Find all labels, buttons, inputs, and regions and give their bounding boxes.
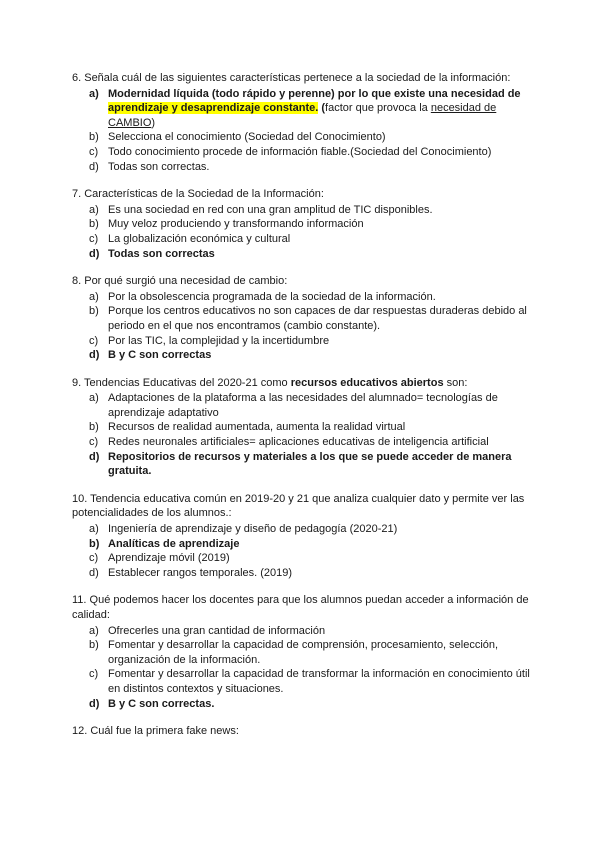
option-text: Fomentar y desarrollar la capacidad de comprensión, procesamiento, selección, organización de la información.	[108, 639, 499, 666]
option-letter: d)	[89, 349, 100, 362]
question-10-option-c	[72, 551, 530, 566]
question-9-option-c	[72, 435, 530, 450]
option-letter: b)	[89, 537, 100, 550]
question-9-option-a	[72, 391, 530, 420]
option-a-note: factor que provoca la	[325, 102, 431, 115]
question-9-title-start: 9. Tendencias Educativas del 2020-21 como	[72, 376, 291, 389]
option-letter: b)	[89, 131, 99, 144]
option-letter: c)	[89, 334, 99, 347]
question-7-title: 7. Características de la Sociedad de la Información:	[72, 188, 324, 201]
option-text: Selecciona el conocimiento (Sociedad del Conocimiento)	[108, 131, 386, 144]
option-text: Redes neuronales artificiales= aplicaciones educativas de inteligencia artificial	[108, 436, 489, 449]
option-letter: b)	[89, 421, 99, 434]
option-letter: c)	[89, 145, 99, 158]
option-text: Ingeniería de aprendizaje y diseño de pedagogía (2020-21)	[108, 523, 398, 536]
option-letter: d)	[89, 160, 99, 173]
question-9-title-bold: recursos educativos abiertos	[290, 376, 444, 389]
question-8-option-b	[72, 304, 530, 333]
option-text: Establecer rangos temporales. (2019)	[108, 566, 293, 579]
question-6-options	[72, 87, 530, 175]
question-12-title: 12. Cuál fue la primera fake news:	[72, 725, 239, 738]
question-11-title: 11. Qué podemos hacer los docentes para que los alumnos puedan acceder a información de calidad:	[72, 594, 529, 621]
option-letter: a)	[89, 624, 99, 637]
question-10-option-b	[72, 537, 530, 552]
highlighted-text: aprendizaje y desaprendizaje constante.	[108, 102, 319, 115]
question-list	[72, 71, 530, 752]
option-text: Todas son correctas.	[108, 160, 210, 173]
option-a-bold-text: Modernidad líquida (todo rápido y perenne) por lo que existe una necesidad de	[108, 87, 521, 100]
question-7	[72, 187, 530, 261]
option-a-close-paren: )	[151, 116, 156, 129]
option-letter: b)	[89, 218, 99, 231]
option-text: Es una sociedad en red con una gran amplitud de TIC disponibles.	[108, 203, 433, 216]
option-text: Aprendizaje móvil (2019)	[108, 552, 230, 565]
question-11-options	[72, 624, 530, 712]
question-11-option-d	[72, 697, 530, 712]
question-10-option-d	[72, 566, 530, 581]
option-a-paren: (	[318, 102, 326, 115]
option-text: Todas son correctas	[108, 247, 215, 260]
option-letter: a)	[89, 87, 99, 100]
question-11	[72, 593, 530, 711]
option-text: Todo conocimiento procede de información fiable.(Sociedad del Conocimiento)	[108, 145, 492, 158]
question-9-option-d	[72, 450, 530, 479]
question-9-option-b	[72, 420, 530, 435]
question-10-options	[72, 522, 530, 580]
question-9-options	[72, 391, 530, 479]
question-7-option-c	[72, 232, 530, 247]
question-8-option-d	[72, 348, 530, 363]
option-text: Fomentar y desarrollar la capacidad de transformar la información en conocimiento útil en distintos contextos y situaciones.	[108, 668, 530, 695]
question-8-title: 8. Por qué surgió una necesidad de cambio:	[72, 275, 288, 288]
option-text: Por la obsolescencia programada de la sociedad de la información.	[108, 290, 436, 303]
question-8-option-c	[72, 334, 530, 349]
option-text: Porque los centros educativos no son capaces de dar respuestas duraderas debido al periodo en el que nos encontramos (cambio constante).	[108, 305, 527, 332]
question-9	[72, 376, 530, 479]
option-letter: d)	[89, 697, 100, 710]
option-letter: a)	[89, 290, 99, 303]
question-8-options	[72, 290, 530, 363]
question-10	[72, 492, 530, 581]
question-10-option-a	[72, 522, 530, 537]
question-6-option-a	[72, 87, 530, 131]
option-text: Repositorios de recursos y materiales a los que se puede acceder de manera gratuita.	[108, 450, 512, 478]
option-letter: d)	[89, 247, 100, 260]
option-text: Ofrecerles una gran cantidad de información	[108, 624, 326, 637]
question-9-title-end: son:	[443, 376, 468, 389]
option-letter: d)	[89, 566, 99, 579]
question-8	[72, 274, 530, 363]
option-letter: c)	[89, 232, 99, 245]
option-text: Recursos de realidad aumentada, aumenta la realidad virtual	[108, 421, 406, 434]
option-letter: c)	[89, 668, 99, 681]
question-6	[72, 71, 530, 174]
question-8-option-a	[72, 290, 530, 305]
option-letter: a)	[89, 523, 99, 536]
option-letter: c)	[89, 552, 99, 565]
option-text: La globalización económica y cultural	[108, 232, 291, 245]
question-7-options	[72, 203, 530, 261]
question-6-option-b	[72, 130, 530, 145]
question-6-option-d	[72, 160, 530, 175]
option-text: Por las TIC, la complejidad y la incertidumbre	[108, 334, 330, 347]
option-text: Adaptaciones de la plataforma a las necesidades del alumnado= tecnologías de aprendizaje adaptativo	[108, 392, 498, 419]
question-10-title: 10. Tendencia educativa común en 2019-20 y 21 que analiza cualquier dato y permite ver las potencialidades de los alumnos.:	[72, 492, 525, 520]
question-9-title	[72, 376, 530, 391]
option-text: Analíticas de aprendizaje	[108, 537, 240, 550]
option-text: B y C son correctas.	[108, 697, 215, 710]
option-letter: b)	[89, 639, 99, 652]
question-11-option-a	[72, 624, 530, 639]
option-text: B y C son correctas	[108, 349, 212, 362]
option-letter: b)	[89, 305, 99, 318]
question-6-title: 6. Señala cuál de las siguientes características pertenece a la sociedad de la información:	[72, 72, 511, 84]
question-7-option-a	[72, 203, 530, 218]
option-letter: a)	[89, 203, 99, 216]
question-11-option-b	[72, 638, 530, 667]
question-11-option-c	[72, 667, 530, 696]
option-text: Muy veloz produciendo y transformando información	[108, 218, 364, 231]
question-6-option-c	[72, 145, 530, 160]
question-7-option-b	[72, 217, 530, 232]
question-12	[72, 724, 530, 739]
option-letter: a)	[89, 392, 99, 405]
option-letter: c)	[89, 436, 99, 449]
question-7-option-d	[72, 247, 530, 262]
underlined-text: necesidad de CAMBIO	[108, 102, 497, 129]
option-letter: d)	[89, 450, 100, 463]
